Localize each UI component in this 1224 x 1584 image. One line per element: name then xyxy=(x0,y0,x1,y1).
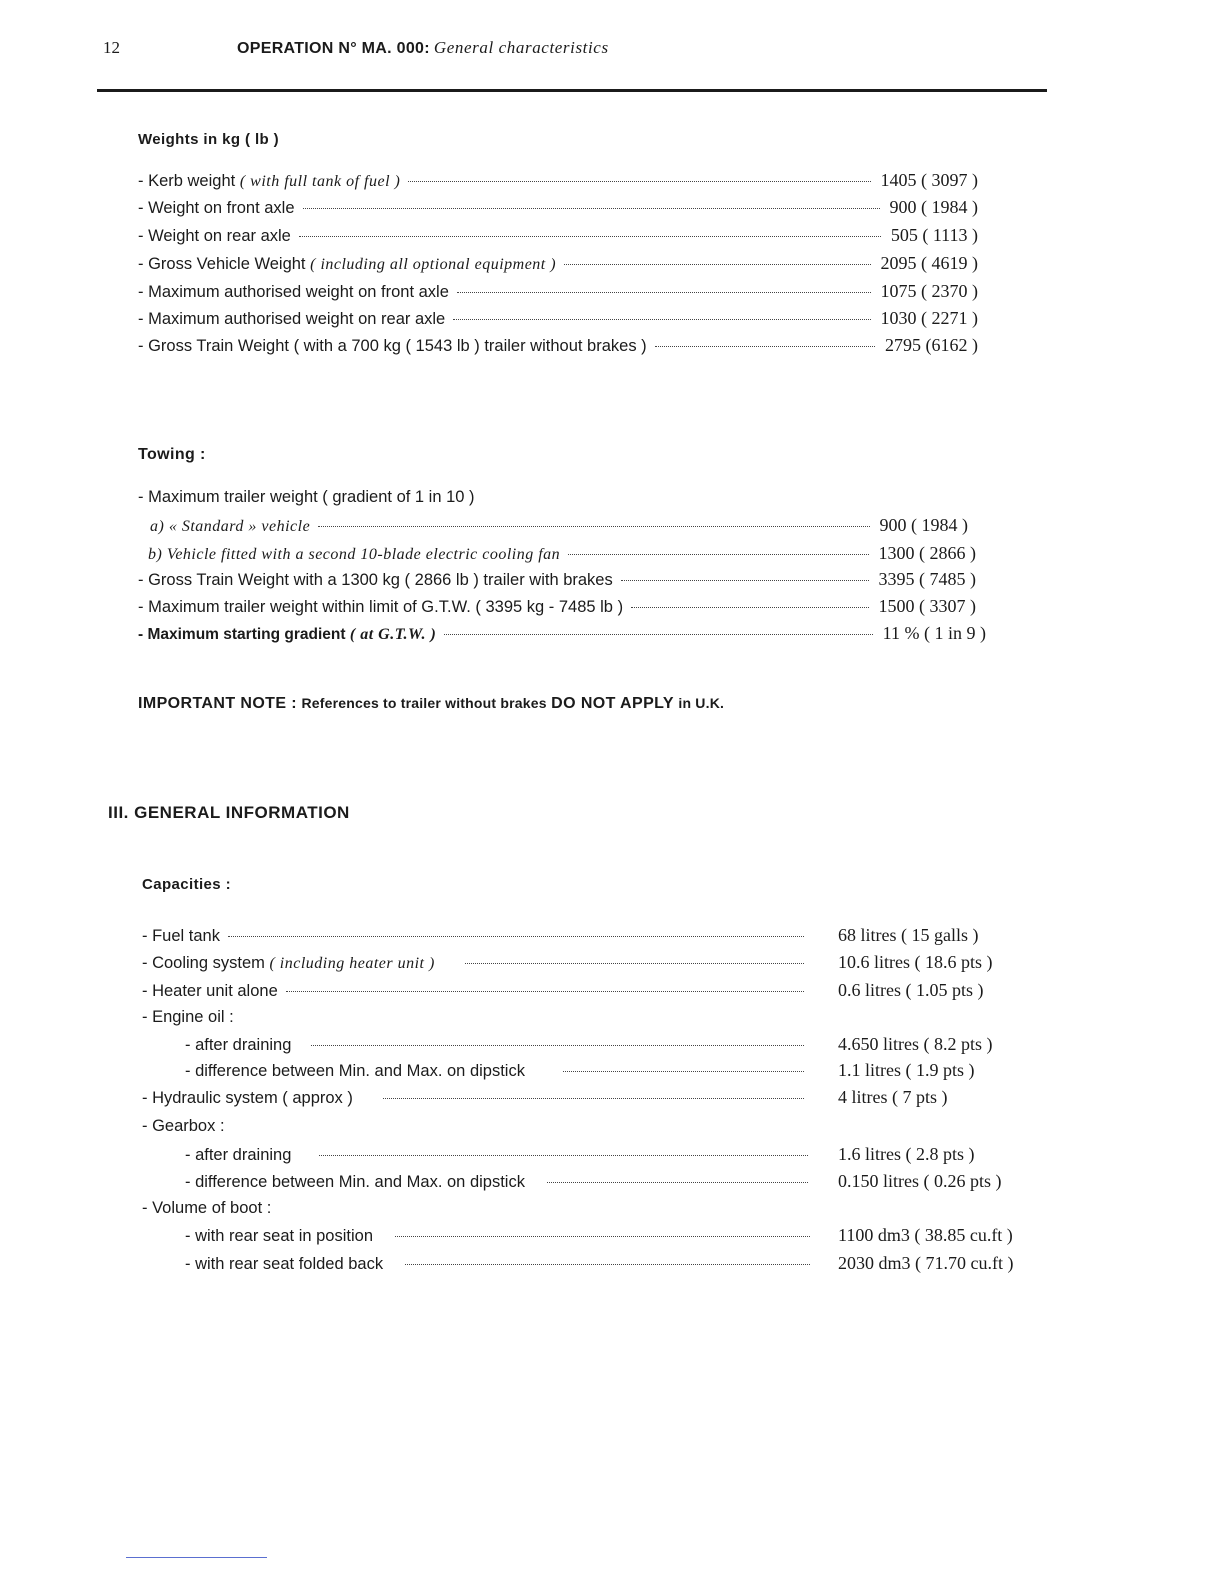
capacity-group-engine-oil: - Engine oil : xyxy=(142,1008,234,1026)
dot-leader xyxy=(228,936,804,937)
spec-note: ( with full tank of fuel ) xyxy=(239,173,401,190)
spec-label: - Gross Train Weight with a 1300 kg ( 2866 lb ) trailer with brakes xyxy=(138,571,613,589)
footer-rule xyxy=(126,1557,267,1558)
spec-row-max-front-axle xyxy=(138,281,978,303)
spec-label: - Maximum authorised weight on rear axle xyxy=(138,310,446,328)
spec-label: - with rear seat in position xyxy=(185,1227,374,1245)
important-note-suffix: in U.K. xyxy=(678,695,725,711)
spec-row-gtw-braked-trailer xyxy=(138,569,976,591)
capacity-row-boot-seat-in-position xyxy=(185,1225,1030,1247)
spec-value: 4 litres ( 7 pts ) xyxy=(838,1087,948,1107)
towing-heading: Towing : xyxy=(138,446,206,463)
spec-value: 1.1 litres ( 1.9 pts ) xyxy=(838,1060,975,1080)
page-number: 12 xyxy=(103,38,120,57)
dot-leader xyxy=(453,319,870,320)
spec-note: a) « Standard » vehicle xyxy=(150,518,311,535)
spec-note: ( including all optional equipment ) xyxy=(310,256,557,273)
important-note xyxy=(138,695,724,713)
important-note-prefix: IMPORTANT NOTE : xyxy=(138,695,297,712)
spec-label: - difference between Min. and Max. on dipstick xyxy=(185,1173,525,1191)
spec-value: 505 ( 1113 ) xyxy=(890,225,978,245)
dot-leader xyxy=(286,991,804,992)
spec-label: - Maximum authorised weight on front axle xyxy=(138,283,449,301)
spec-note: ( including heater unit ) xyxy=(269,955,435,972)
spec-value: 0.150 litres ( 0.26 pts ) xyxy=(838,1171,1002,1191)
spec-row-weight-front-axle xyxy=(138,197,978,219)
spec-value: 2795 (6162 ) xyxy=(885,335,978,355)
spec-value: 3395 ( 7485 ) xyxy=(878,569,976,589)
important-note-emphasis: DO NOT APPLY xyxy=(551,695,674,712)
section-title-general-information: III. GENERAL INFORMATION xyxy=(108,803,350,822)
spec-value: 1030 ( 2271 ) xyxy=(880,308,978,328)
spec-row-kerb-weight xyxy=(138,170,978,192)
dot-leader xyxy=(621,580,869,581)
spec-row-weight-rear-axle xyxy=(138,225,978,247)
capacities-heading: Capacities : xyxy=(142,876,231,893)
spec-label: - Kerb weight xyxy=(138,172,236,190)
page-header xyxy=(237,38,609,58)
dot-leader xyxy=(568,554,868,555)
spec-value: 1300 ( 2866 ) xyxy=(878,543,976,563)
spec-label: - Maximum trailer weight within limit of G.T.W. ( 3395 kg - 7485 lb ) xyxy=(138,598,624,616)
dot-leader xyxy=(655,346,875,347)
dot-leader xyxy=(444,634,872,635)
spec-value: 68 litres ( 15 galls ) xyxy=(838,925,979,945)
capacity-row-engine-oil-dipstick xyxy=(185,1060,1008,1082)
dot-leader xyxy=(303,208,880,209)
capacity-group-gearbox: - Gearbox : xyxy=(142,1117,225,1135)
capacity-row-gearbox-dipstick xyxy=(185,1171,1030,1193)
operation-code: OPERATION N° MA. 000: xyxy=(237,40,430,57)
spec-note: b) Vehicle fitted with a second 10-blade electric cooling fan xyxy=(148,546,561,563)
max-trailer-weight-label: - Maximum trailer weight ( gradient of 1 in 10 ) xyxy=(138,488,475,506)
spec-row-gross-vehicle-weight xyxy=(138,253,978,275)
dot-leader xyxy=(383,1098,804,1099)
dot-leader xyxy=(408,181,870,182)
spec-label: - Cooling system xyxy=(142,954,265,972)
capacity-row-heater-unit xyxy=(142,980,1008,1002)
dot-leader xyxy=(457,292,871,293)
dot-leader xyxy=(564,264,870,265)
spec-label: - Weight on front axle xyxy=(138,199,295,217)
spec-label: - with rear seat folded back xyxy=(185,1255,384,1273)
dot-leader xyxy=(547,1182,808,1183)
spec-value: 11 % ( 1 in 9 ) xyxy=(882,623,986,643)
dot-leader xyxy=(311,1045,804,1046)
dot-leader xyxy=(395,1236,810,1237)
spec-row-max-starting-gradient xyxy=(138,623,986,645)
spec-value: 2030 dm3 ( 71.70 cu.ft ) xyxy=(838,1253,1014,1273)
weights-heading: Weights in kg ( lb ) xyxy=(138,131,280,148)
spec-value: 900 ( 1984 ) xyxy=(889,197,978,217)
spec-label: - Gross Vehicle Weight xyxy=(138,255,306,273)
spec-value: 1405 ( 3097 ) xyxy=(880,170,978,190)
spec-label: - Maximum starting gradient xyxy=(138,626,346,643)
spec-row-max-rear-axle xyxy=(138,308,978,330)
spec-value: 0.6 litres ( 1.05 pts ) xyxy=(838,980,984,1000)
spec-label: - Heater unit alone xyxy=(142,982,278,1000)
header-rule xyxy=(97,89,1047,92)
capacity-group-boot-volume: - Volume of boot : xyxy=(142,1199,272,1217)
dot-leader xyxy=(318,526,869,527)
capacity-row-cooling-system xyxy=(142,952,1008,974)
dot-leader xyxy=(405,1264,810,1265)
dot-leader xyxy=(465,963,804,964)
spec-label: - Weight on rear axle xyxy=(138,227,291,245)
spec-value: 1.6 litres ( 2.8 pts ) xyxy=(838,1144,975,1164)
spec-value: 1075 ( 2370 ) xyxy=(880,281,978,301)
spec-note: ( at G.T.W. ) xyxy=(349,626,437,643)
capacity-row-boot-seat-folded xyxy=(185,1253,1030,1275)
capacity-row-gearbox-after-draining xyxy=(185,1144,1008,1166)
dot-leader xyxy=(319,1155,808,1156)
spec-row-standard-vehicle xyxy=(150,515,968,537)
capacity-row-hydraulic-system xyxy=(142,1087,1008,1109)
important-note-text: References to trailer without brakes xyxy=(301,695,547,711)
dot-leader xyxy=(631,607,868,608)
header-subtitle: General characteristics xyxy=(433,38,609,57)
spec-value: 2095 ( 4619 ) xyxy=(880,253,978,273)
spec-value: 900 ( 1984 ) xyxy=(879,515,968,535)
dot-leader xyxy=(299,236,881,237)
spec-label: - Gross Train Weight ( with a 700 kg ( 1543 lb ) trailer without brakes ) xyxy=(138,337,647,355)
spec-row-cooling-fan-vehicle xyxy=(148,543,976,565)
spec-value: 1100 dm3 ( 38.85 cu.ft ) xyxy=(838,1225,1013,1245)
spec-label: - Fuel tank xyxy=(142,927,220,945)
spec-row-max-trailer-gtw xyxy=(138,596,976,618)
spec-row-gross-train-weight xyxy=(138,335,978,357)
capacity-row-engine-oil-after-draining xyxy=(185,1034,1008,1056)
spec-value: 1500 ( 3307 ) xyxy=(878,596,976,616)
spec-label: - Hydraulic system ( approx ) xyxy=(142,1089,353,1107)
spec-label: - after draining xyxy=(185,1146,292,1164)
dot-leader xyxy=(563,1071,804,1072)
spec-value: 4.650 litres ( 8.2 pts ) xyxy=(838,1034,993,1054)
spec-value: 10.6 litres ( 18.6 pts ) xyxy=(838,952,993,972)
spec-label: - after draining xyxy=(185,1036,292,1054)
spec-label: - difference between Min. and Max. on dipstick xyxy=(185,1062,525,1080)
capacity-row-fuel-tank xyxy=(142,925,1008,947)
